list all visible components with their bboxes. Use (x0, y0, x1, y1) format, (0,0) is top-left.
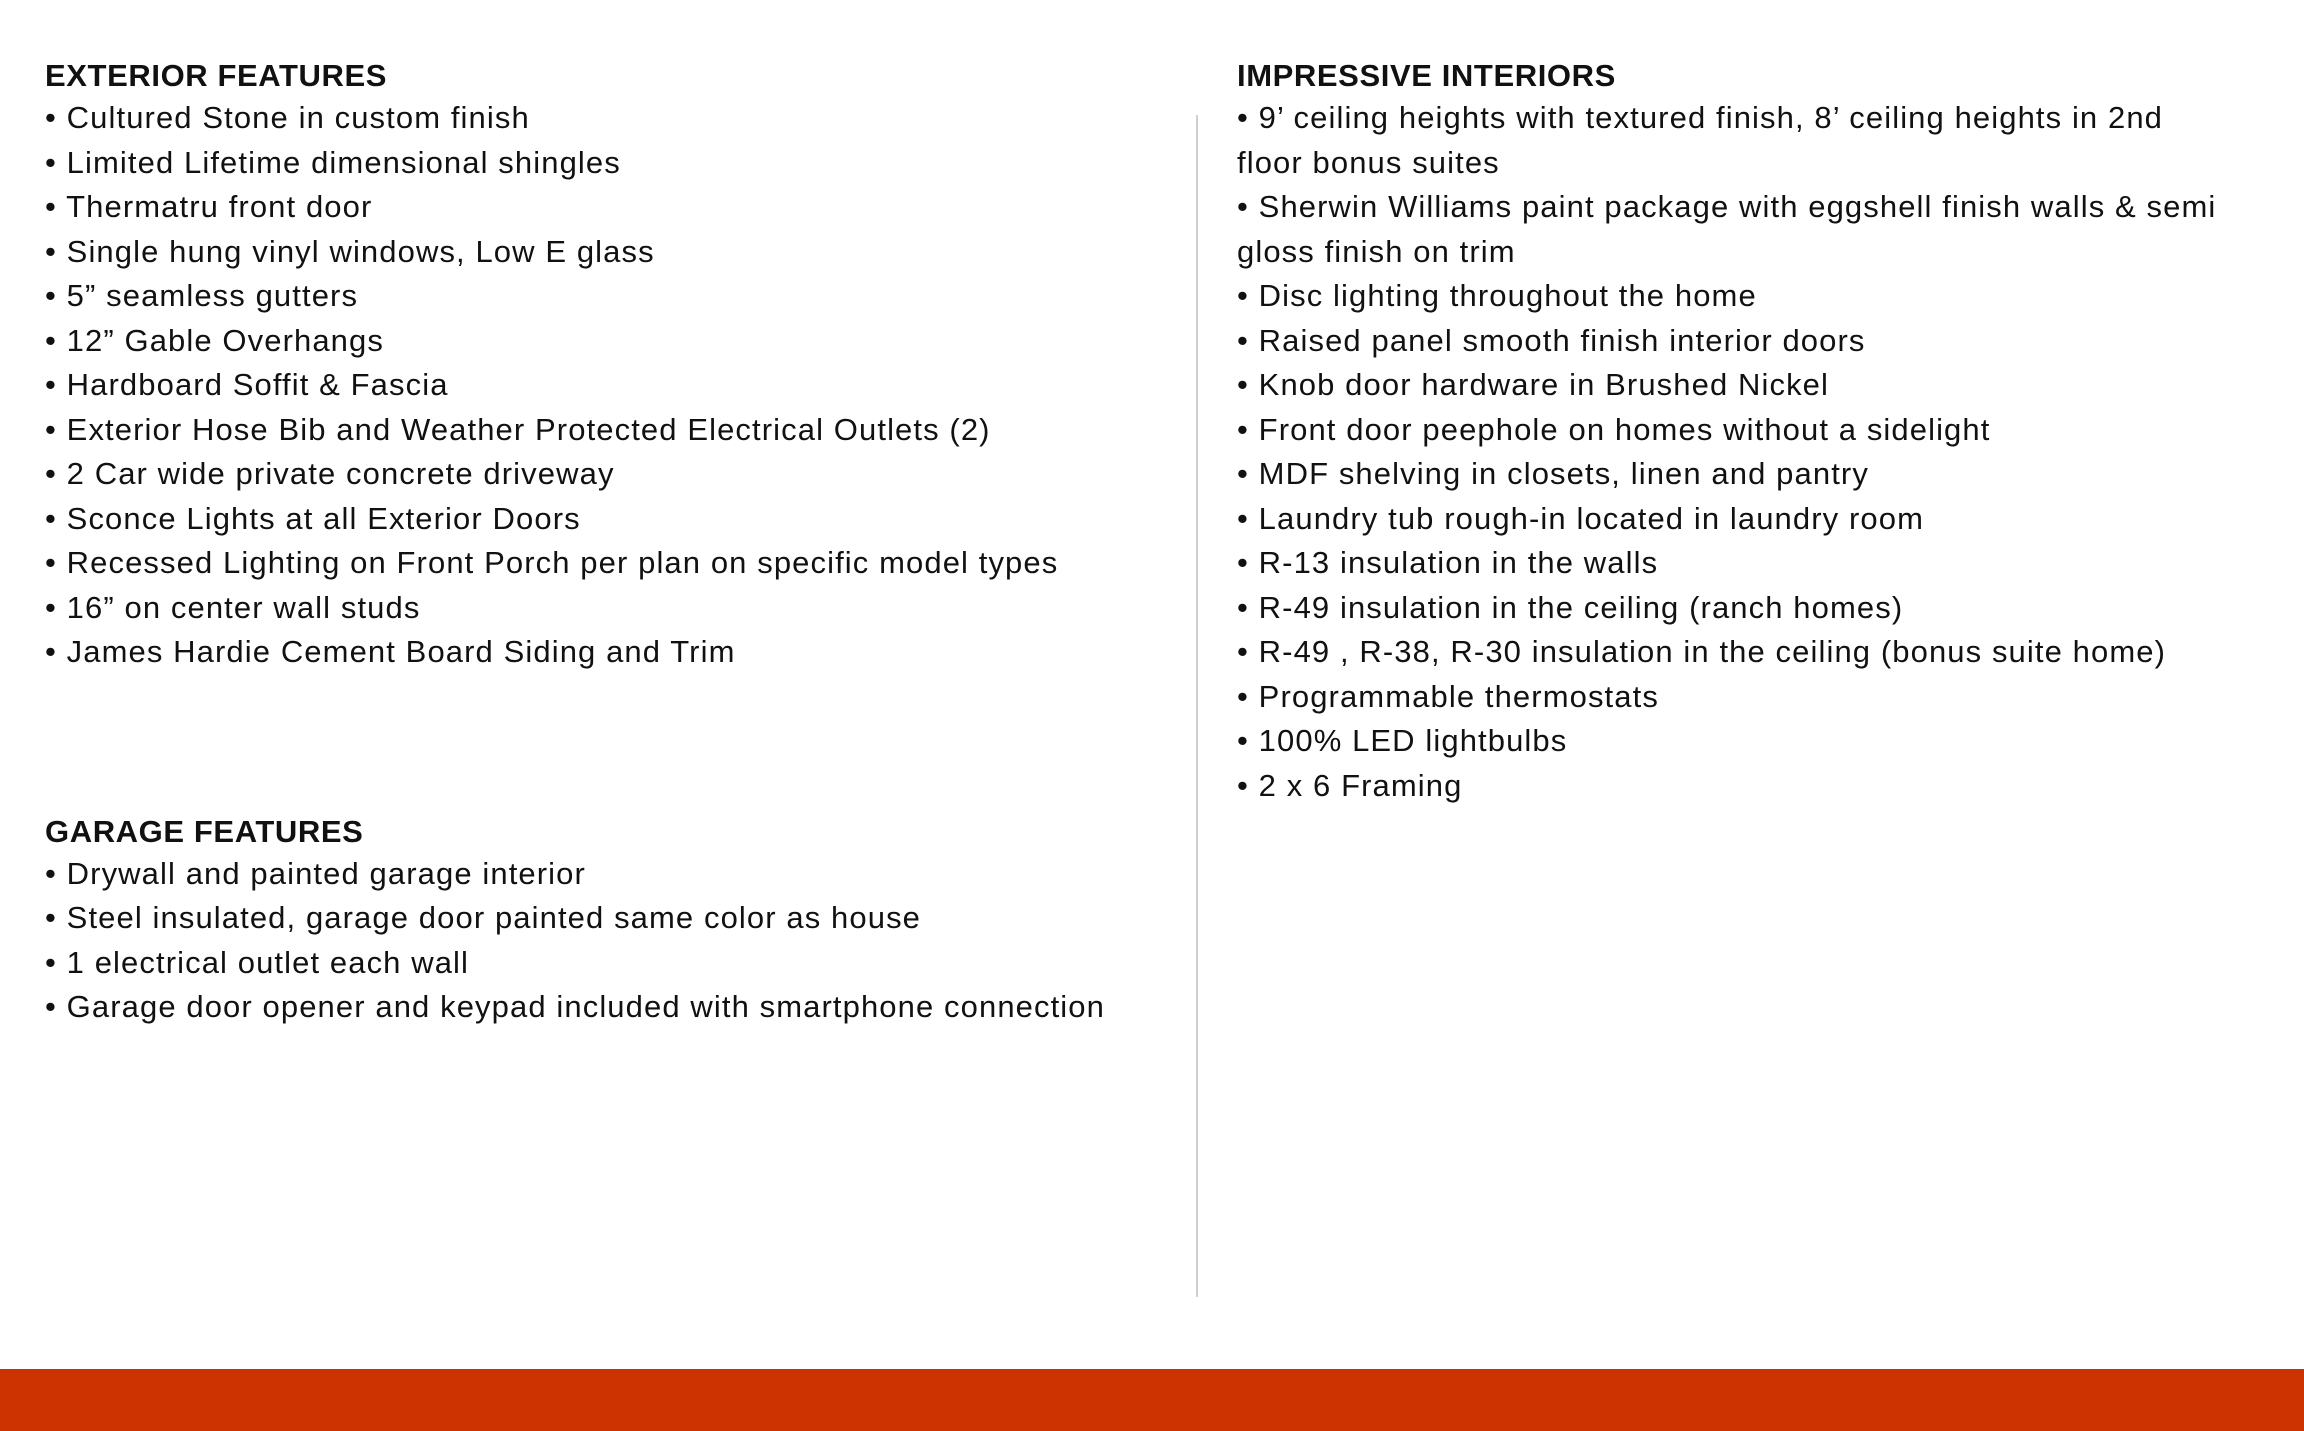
list-item: • Programmable thermostats (1237, 678, 1659, 714)
garage-features-section (45, 812, 1130, 1030)
list-item: • 16” on center wall studs (45, 589, 421, 625)
footer-accent-bar (0, 1369, 2304, 1431)
list-item: • James Hardie Cement Board Siding and Trim (45, 634, 736, 669)
list-item: • Steel insulated, garage door painted same color as house (45, 900, 922, 935)
list-item: • 2 Car wide private concrete driveway (45, 456, 615, 491)
garage-features-heading: GARAGE FEATURES (45, 813, 364, 849)
list-item: • Disc lighting throughout the home (1237, 278, 1757, 313)
list-item: • R-13 insulation in the walls (1237, 545, 1659, 580)
left-column (45, 56, 1130, 1030)
list-item: • Limited Lifetime dimensional shingles (45, 144, 621, 180)
list-item: • Garage door opener and keypad included with smartphone connection (45, 989, 1105, 1024)
list-item: • R-49 insulation in the ceiling (ranch homes) (1237, 589, 1904, 625)
exterior-features-list (45, 96, 1130, 675)
impressive-interiors-heading: IMPRESSIVE INTERIORS (1237, 58, 1616, 93)
list-item: • 100% LED lightbulbs (1237, 723, 1568, 758)
list-item: • Raised panel smooth finish interior doors (1237, 322, 1866, 358)
exterior-features-section (45, 56, 1130, 675)
list-item: • Sherwin Williams paint package with eggshell finish walls & semi gloss finish on trim (1237, 189, 2217, 269)
list-item: • 12” Gable Overhangs (45, 322, 384, 358)
list-item: • MDF shelving in closets, linen and pantry (1237, 456, 1869, 491)
list-item: • Single hung vinyl windows, Low E glass (45, 233, 655, 269)
exterior-features-heading: EXTERIOR FEATURES (45, 58, 388, 93)
list-item: • Thermatru front door (45, 189, 373, 224)
list-item: • R-49 , R-38, R-30 insulation in the ceiling (bonus suite home) (1237, 634, 2167, 669)
list-item: • Laundry tub rough-in located in laundry room (1237, 500, 1924, 536)
impressive-interiors-section (1237, 56, 2222, 808)
list-item: • Front door peephole on homes without a sidelight (1237, 411, 1991, 447)
column-divider (1196, 115, 1198, 1297)
list-item: • Cultured Stone in custom finish (45, 100, 530, 135)
list-item: • 9’ ceiling heights with textured finish, 8’ ceiling heights in 2nd floor bonus suites (1237, 100, 2164, 180)
impressive-interiors-list (1237, 96, 2222, 808)
list-item: • Exterior Hose Bib and Weather Protected Electrical Outlets (2) (45, 411, 991, 447)
right-column (1237, 56, 2222, 808)
list-item: • Sconce Lights at all Exterior Doors (45, 500, 581, 536)
list-item: • 2 x 6 Framing (1237, 767, 1463, 803)
list-item: • 5” seamless gutters (45, 278, 359, 313)
list-item: • Drywall and painted garage interior (45, 855, 586, 891)
list-item: • 1 electrical outlet each wall (45, 944, 470, 980)
garage-features-list (45, 852, 1130, 1030)
list-item: • Knob door hardware in Brushed Nickel (1237, 367, 1830, 402)
list-item: • Hardboard Soffit & Fascia (45, 367, 449, 402)
list-item: • Recessed Lighting on Front Porch per plan on specific model types (45, 545, 1059, 580)
